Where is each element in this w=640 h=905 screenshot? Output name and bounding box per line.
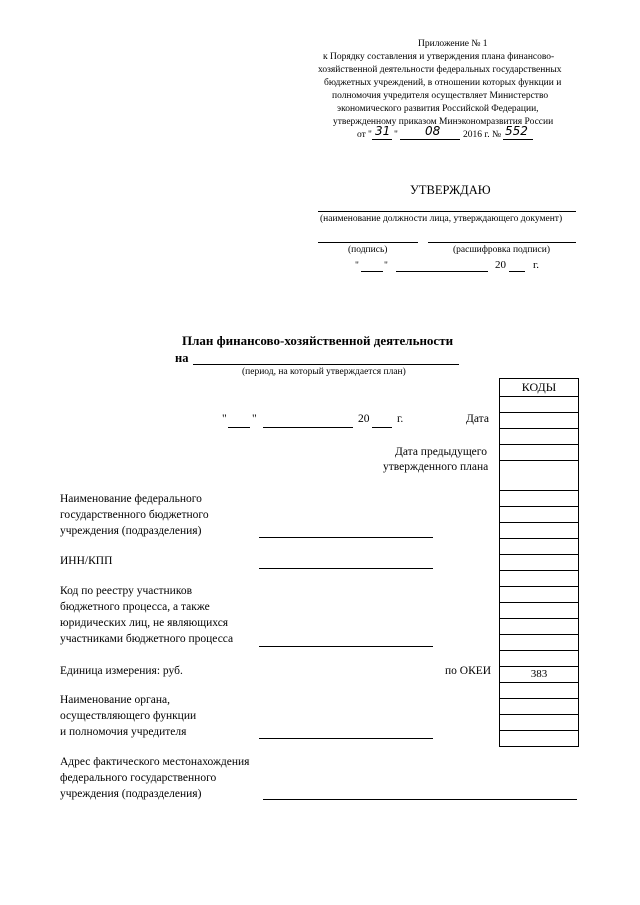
registry-code-line [259,646,433,647]
appendix-line-3: бюджетных учреждений, в отношении которых функции и [324,78,562,88]
codes-cell [500,507,578,523]
plan-day-line [228,427,250,428]
institution-name-label: Наименование федерального государственного бюджетного учреждения (подразделения) [60,493,209,537]
founder-body-label: Наименование органа, осуществляющего функции и полномочия учредителя [60,694,197,738]
appendix-month-line [400,139,460,140]
plan-date-suffix: г. [397,413,404,425]
approve-decoding-line [428,242,576,243]
codes-cell [500,731,578,747]
codes-cell [500,571,578,587]
approve-date-year: 20 [495,259,506,271]
codes-cell [500,715,578,731]
plan-period-caption: (период, на который утверждается план) [242,367,406,377]
plan-date-quote-close: " [252,413,257,425]
appendix-date-prefix: от [357,130,366,140]
appendix-number-line [503,139,533,140]
plan-title: План финансово-хозяйственной деятельности [182,333,454,348]
address-label: Адрес фактического местонахождения федерального государственного учреждения (подразделения) [60,756,250,800]
plan-year-line [372,427,392,428]
approve-date-quote-open: " [355,261,359,271]
approve-date-suffix: г. [533,259,540,271]
appendix-title: Приложение № 1 [418,39,488,49]
appendix-line-6: утвержденному приказом Минэкономразвития России [333,117,554,127]
okei-label: по ОКЕИ [445,665,492,677]
codes-cell [500,539,578,555]
codes-table [499,378,579,747]
codes-cell [500,683,578,699]
registry-code-label: Код по реестру участников бюджетного процесса, а также юридических лиц, не являющихся участниками бюджетного процесса [60,585,234,645]
codes-cell [500,699,578,715]
approve-signature-caption: (подпись) [348,245,388,255]
plan-on: на [175,351,189,365]
codes-cell [500,523,578,539]
codes-cell [500,651,578,667]
approve-position-caption: (наименование должности лица, утверждающего документ) [320,214,563,224]
date-label: Дата [466,413,489,425]
codes-header: КОДЫ [500,379,578,397]
appendix-quote-open: " [368,130,372,140]
institution-name-line [259,537,433,538]
codes-cell [500,619,578,635]
approve-date-quote-close: " [384,261,388,271]
codes-cell [500,491,578,507]
inn-kpp-label: ИНН/КПП [60,555,113,567]
appendix-quote-close: " [394,130,398,140]
codes-cell [500,413,578,429]
codes-cell [500,555,578,571]
approve-decoding-caption: (расшифровка подписи) [453,245,550,255]
prev-date-label-2: утвержденного плана [383,461,489,473]
founder-body-line [259,738,433,739]
appendix-line-5: экономического развития Российской Федерации, [337,104,539,114]
codes-cell [500,445,578,461]
inn-kpp-line [259,568,433,569]
approve-position-line [318,211,576,212]
codes-cell [500,603,578,619]
codes-cell-date [500,429,578,445]
appendix-year-text: 2016 г. № [463,130,502,140]
approve-signature-line [318,242,418,243]
codes-cell-okei: 383 [500,667,578,683]
appendix-line-1: к Порядку составления и утверждения плана финансово- [323,52,555,62]
appendix-day: 31 [375,124,391,138]
appendix-line-2: хозяйственной деятельности федеральных государственных [318,65,562,75]
codes-cell [500,397,578,413]
prev-date-label-1: Дата предыдущего [395,446,487,458]
address-line [263,799,577,800]
plan-date-year: 20 [358,413,370,425]
approve-year-line [509,271,525,272]
plan-period-line [193,364,459,365]
plan-month-line [263,427,353,428]
appendix-month: 08 [425,124,441,138]
appendix-number: 552 [505,124,528,138]
unit-label: Единица измерения: руб. [60,665,183,677]
approve-month-line [396,271,488,272]
plan-date-quote-open: " [222,413,227,425]
appendix-line-4: полномочия учредителя осуществляет Министерство [332,91,549,101]
codes-cell [500,635,578,651]
codes-cell [500,587,578,603]
approve-day-line [361,271,383,272]
appendix-day-line [372,139,392,140]
codes-cell-prev-date [500,461,578,491]
approve-title: УТВЕРЖДАЮ [410,183,491,197]
